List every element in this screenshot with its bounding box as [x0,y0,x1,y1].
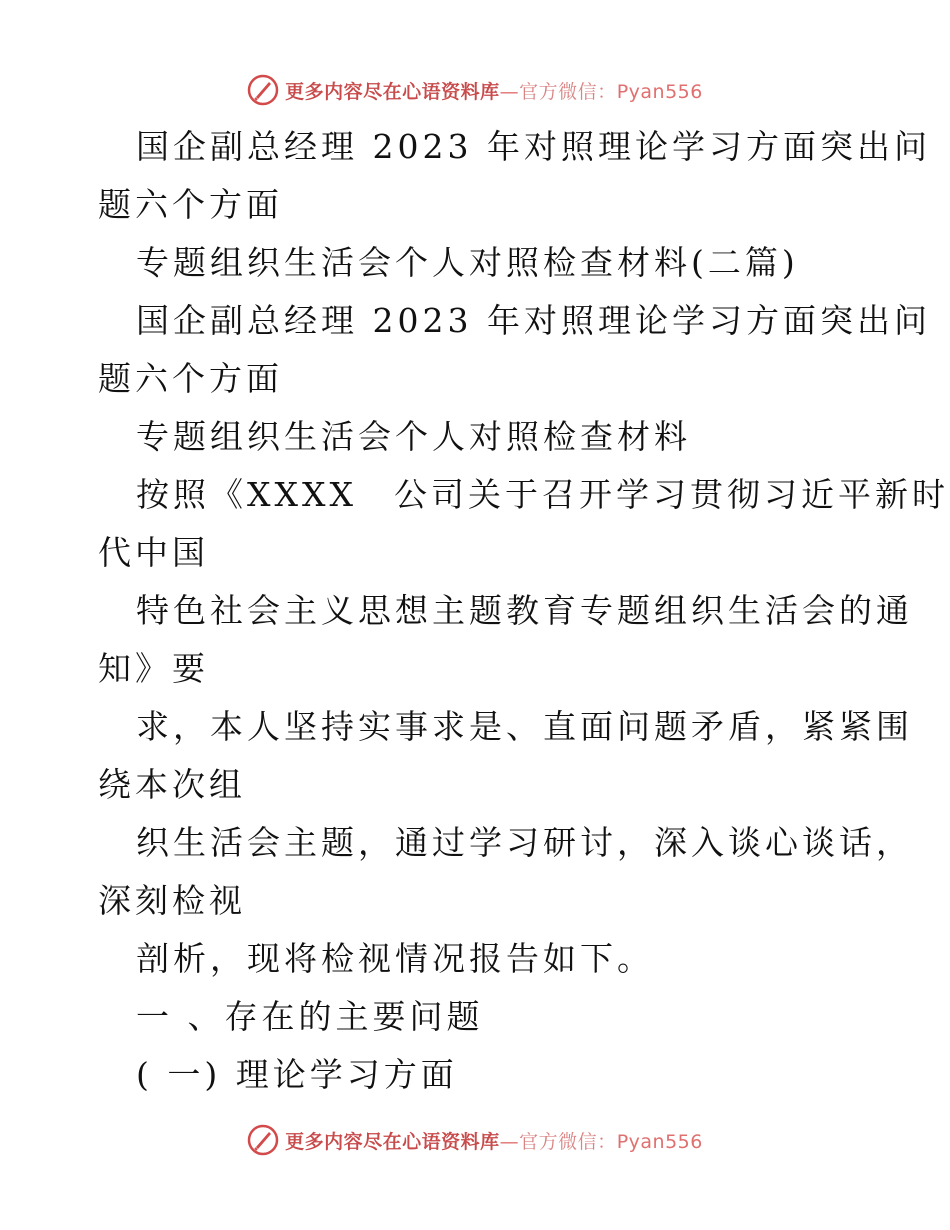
paragraph-line: 绕本次组 [98,765,246,804]
heading-line-1: 国企副总经理 2023 年对照理论学习方面突出问 [136,301,931,340]
heading-line-3: 专题组织生活会个人对照检查材料 [136,417,691,456]
heading-line-2: 题六个方面 [98,359,283,398]
watermark-dash: — [499,80,520,103]
watermark-wechat-id: Pyan556 [616,1130,703,1153]
paragraph-line: 特色社会主义思想主题教育专题组织生活会的通 [136,591,913,630]
watermark-dash: — [499,1130,520,1153]
paragraph-line: 深刻检视 [98,881,246,920]
paragraph-line: 知》要 [98,649,209,688]
watermark-text [285,77,703,104]
paragraph-line: 织生活会主题，通过学习研讨，深入谈心谈话， [136,823,913,862]
watermark-footer [0,1120,950,1160]
paragraph-line: 求，本人坚持实事求是、直面问题矛盾，紧紧围 [136,707,913,746]
watermark-header [0,70,950,110]
paragraph-line: 按照《XXXX 公司关于召开学习贯彻习近平新时 [136,475,949,514]
section-heading: 一 、存在的主要问题 [136,997,484,1036]
quill-logo-icon [247,74,279,106]
watermark-site: 更多内容尽在心语资料库 [285,80,500,103]
watermark-wechat-label: 官方微信： [519,1130,617,1153]
title-line-2: 题六个方面 [98,185,283,224]
quill-logo-icon [247,1124,279,1156]
title-line-1: 国企副总经理 2023 年对照理论学习方面突出问 [136,127,931,166]
subtitle-line: 专题组织生活会个人对照检查材料(二篇) [136,243,799,282]
watermark-wechat-label: 官方微信： [519,80,617,103]
paragraph-line: 剖析，现将检视情况报告如下。 [136,939,654,978]
watermark-text [285,1127,703,1154]
watermark-site: 更多内容尽在心语资料库 [285,1130,500,1153]
watermark-wechat-id: Pyan556 [616,80,703,103]
paragraph-line: 代中国 [98,533,209,572]
subsection-heading: ( 一) 理论学习方面 [136,1055,458,1094]
